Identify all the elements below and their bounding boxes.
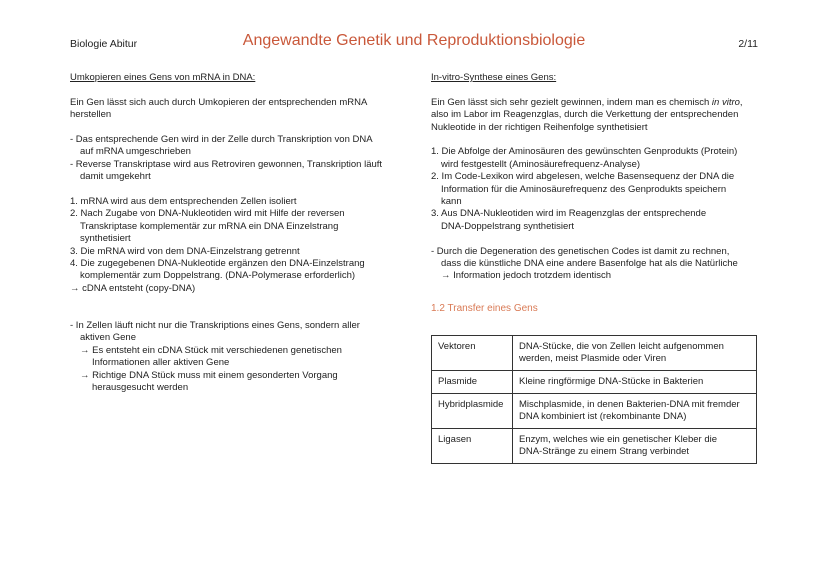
- right-column: [431, 72, 761, 464]
- left-step: 3. Die mRNA wird von dem DNA-Einzelstrang getrennt: [70, 245, 300, 257]
- table-definition: Kleine ringförmige DNA-Stücke in Bakterien: [513, 371, 757, 394]
- right-step: 1. Die Abfolge der Aminosäuren des gewünschten Genprodukts (Protein) wird festgestellt (Aminosäurefrequenz-Analyse): [431, 146, 738, 170]
- left-heading: Umkopieren eines Gens von mRNA in DNA:: [70, 72, 256, 83]
- table-term: Plasmide: [432, 371, 513, 394]
- left-step: 1. mRNA wird aus dem entsprechenden Zellen isoliert: [70, 196, 297, 208]
- table-term: Ligasen: [432, 429, 513, 464]
- table-row: [432, 394, 757, 429]
- table-row: [432, 371, 757, 394]
- left-sub: → Es entsteht ein cDNA Stück mit verschiedenen genetischen Informationen aller aktiven Gene: [80, 344, 342, 369]
- left-step: 4. Die zugegebenen DNA-Nukleotide ergänzen den DNA-Einzelstrang komplementär zum Doppelstrang. (DNA-Polymerase erforderlich): [70, 258, 365, 282]
- table-definition: DNA-Stücke, die von Zellen leicht aufgenommen werden, meist Plasmide oder Viren: [513, 336, 757, 371]
- right-intro: Ein Gen lässt sich sehr gezielt gewinnen, indem man es chemisch in vitro, also im Labor im Reagenzglas, durch die Verkettung der entsprechenden Nukleotide in der richtigen Reihenfolge synthetisiert: [431, 96, 743, 133]
- right-step: 2. Im Code-Lexikon wird abgelesen, welche Basensequenz der DNA die Information für die Aminosäurefrequenz des Genprodukts speichern kann: [431, 171, 735, 208]
- left-note: - In Zellen läuft nicht nur die Transkriptions eines Gens, sondern aller aktiven Gene: [70, 320, 360, 344]
- left-column: [70, 72, 390, 395]
- page-title: Angewandte Genetik und Reproduktionsbiologie: [242, 32, 586, 49]
- table-term: Vektoren: [432, 336, 513, 371]
- left-bullet: - Reverse Transkriptase wird aus Retroviren gewonnen, Transkription läuft damit umgekehrt: [70, 158, 383, 183]
- right-step: 3. Aus DNA-Nukleotiden wird im Reagenzglas der entsprechende DNA-Doppelstrang synthetisiert: [431, 208, 707, 232]
- table-definition: Enzym, welches wie ein genetischer Kleber die DNA-Stränge zu einem Strang verbindet: [513, 429, 757, 464]
- definitions-table: [431, 335, 757, 464]
- section-heading: 1.2 Transfer eines Gens: [431, 302, 538, 314]
- subject-label: Biologie Abitur: [70, 38, 138, 50]
- right-note: - Durch die Degeneration des genetischen Codes ist damit zu rechnen, dass die künstliche DNA eine andere Basenfolge hat als die Natürliche → Information jedoch trotzdem identisch: [431, 245, 738, 282]
- left-intro: Ein Gen lässt sich auch durch Umkopieren der entsprechenden mRNA herstellen: [70, 96, 368, 121]
- left-sub: → Richtige DNA Stück muss mit einem gesonderten Vorgang herausgesucht werden: [80, 369, 338, 394]
- page-header: [70, 32, 758, 56]
- page-number: 2/11: [738, 38, 758, 50]
- table-row: [432, 429, 757, 464]
- left-bullet: - Das entsprechende Gen wird in der Zelle durch Transkription von DNA auf mRNA umgeschrieben: [70, 134, 373, 158]
- table-row: [432, 336, 757, 371]
- table-term: Hybridplasmide: [432, 394, 513, 429]
- left-result: → cDNA entsteht (copy-DNA): [70, 282, 196, 294]
- table-definition: Mischplasmide, in denen Bakterien-DNA mit fremder DNA kombiniert ist (rekombinante DNA): [513, 394, 757, 429]
- right-heading: In-vitro-Synthese eines Gens:: [431, 72, 557, 83]
- left-step: 2. Nach Zugabe von DNA-Nukleotiden wird mit Hilfe der reversen Transkriptase komplementär zur mRNA ein DNA Einzelstrang synthetisiert: [70, 208, 345, 245]
